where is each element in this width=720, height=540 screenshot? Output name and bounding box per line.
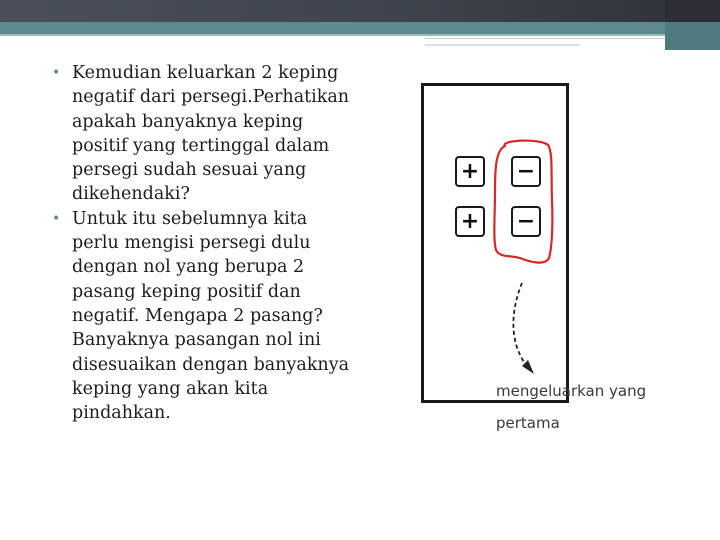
bullet-line: negatif dari persegi.Perhatikan [72, 87, 350, 108]
bullet-marker: • [52, 210, 61, 227]
figure-caption-line-1: mengeluarkan yang [496, 382, 647, 400]
bullet-line: pindahkan. [72, 403, 171, 424]
bullet-line: apakah banyaknya keping [72, 111, 304, 132]
bullet-line: negatif. Mengapa 2 pasang? [72, 305, 323, 326]
bullet-line: positif yang tertinggal dalam [72, 135, 330, 156]
bullet-line: pasang keping positif dan [72, 281, 301, 302]
minus-symbol: − [516, 158, 536, 184]
bullet-line: Untuk itu sebelumnya kita [72, 208, 308, 229]
highlight-outline [494, 141, 552, 263]
bullet-line: keping yang akan kita [72, 378, 269, 399]
minus-symbol: − [516, 208, 536, 234]
plus-symbol: + [460, 208, 480, 234]
bullet-line: persegi sudah sesuai yang [72, 160, 307, 181]
arrow-head [522, 360, 534, 374]
bullet-line: dengan nol yang berupa 2 [72, 257, 305, 278]
curved-arrow [513, 283, 530, 370]
bullet-line: perlu mengisi persegi dulu [72, 233, 311, 254]
bullet-marker: • [52, 65, 61, 81]
plus-symbol: + [460, 158, 480, 184]
bullet-line: dikehendaki? [72, 184, 190, 205]
bullet-line: disesuaikan dengan banyaknya [72, 354, 350, 375]
figure-caption-line-2: pertama [496, 414, 560, 432]
bullet-line: Kemudian keluarkan 2 keping [72, 63, 339, 83]
bullet-line: Banyaknya pasangan nol ini [72, 330, 321, 351]
